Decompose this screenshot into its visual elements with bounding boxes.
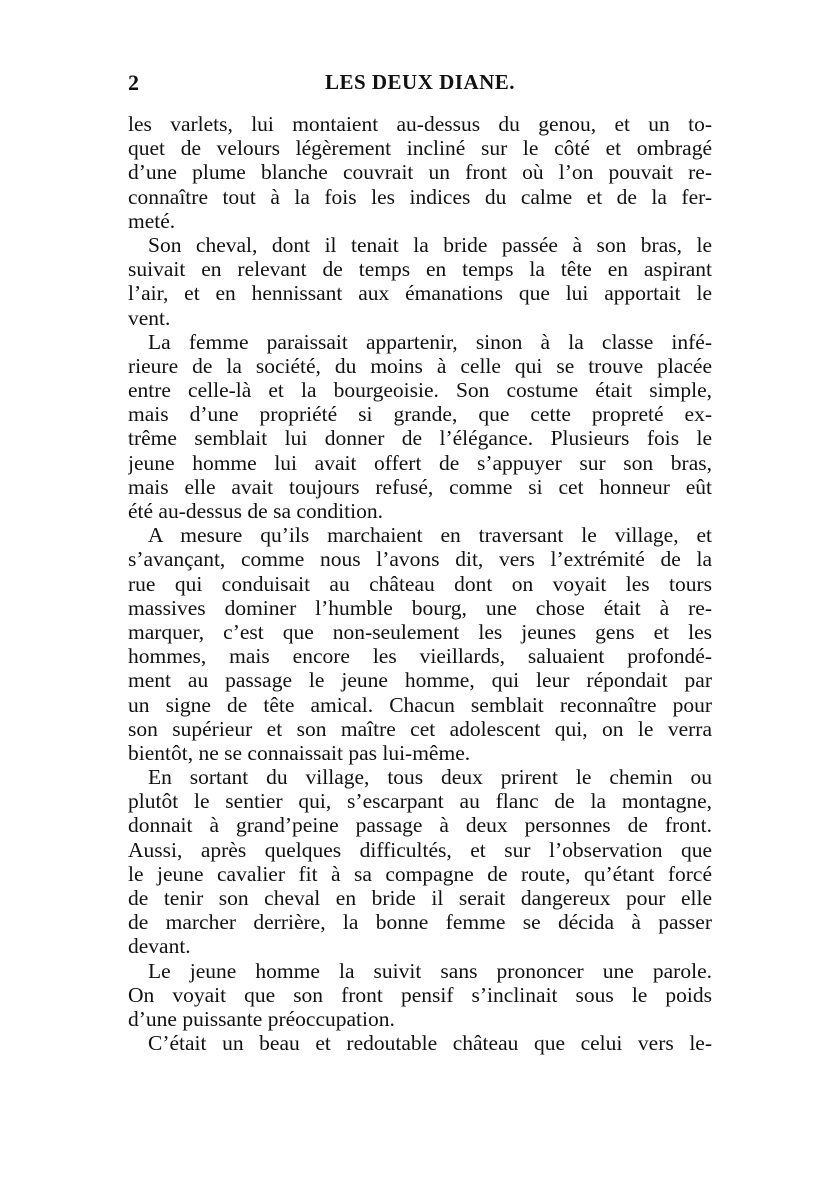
text-line: le jeune cavalier fit à sa compagne de route, qu’étant forcé [128,861,712,886]
text-line: les varlets, lui montaient au-dessus du genou, et un to- [128,112,712,136]
text-line: ment au passage le jeune homme, qui leur répondait par [128,668,712,693]
text-line: La femme paraissait appartenir, sinon à la classe infé- [148,329,712,354]
text-line: jeune homme lui avait offert de s’appuyer sur son bras, [128,450,712,475]
text-line: A mesure qu’ils marchaient en traversant le village, et [148,523,712,548]
body-text [128,112,712,1055]
text-line: rieure de la société, du moins à celle qui se trouve placée [128,353,712,378]
text-line: suivait en relevant de temps en temps la tête en aspirant [128,257,712,282]
text-line: s’avançant, comme nous l’avons dit, vers l’extrémité de la [128,547,712,572]
text-line: été au-dessus de sa condition. [128,499,383,523]
page-header [128,70,712,100]
running-title: LES DEUX DIANE. [324,70,516,94]
text-line: vent. [128,305,171,330]
text-line: massives dominer l’humble bourg, une chose était à re- [128,595,712,620]
text-line: entre celle-là et la bourgeoisie. Son costume était simple, [128,378,712,403]
text-line: C’était un beau et redoutable château que celui vers le- [148,1031,712,1056]
text-line: marquer, c’est que non-seulement les jeunes gens et les [128,619,712,644]
text-line: donnait à grand’peine passage à deux personnes de front. [128,813,712,838]
text-line: d’une puissante préoccupation. [128,1006,395,1031]
text-line: bientôt, ne se connaissait pas lui-même. [128,740,471,765]
text-line: de tenir son cheval en bride il serait dangereux pour elle [128,886,712,910]
text-line: l’air, et en hennissant aux émanations que lui apportait le [128,281,712,306]
text-line: Son cheval, dont il tenait la bride passée à son bras, le [148,232,712,257]
text-line: d’une plume blanche couvrait un front où l’on pouvait re- [128,160,712,185]
text-line: connaître tout à la fois les indices du calme et de la fer- [128,184,712,209]
text-line: Le jeune homme la suivit sans prononcer une parole. [148,958,712,983]
text-line: hommes, mais encore les vieillards, saluaient profondé- [128,644,712,669]
text-line: En sortant du village, tous deux prirent le chemin ou [148,765,712,790]
text-line: mais elle avait toujours refusé, comme si cet honneur eût [128,474,712,499]
text-line: meté. [128,208,176,233]
page-number: 2 [128,70,139,95]
text-line: plutôt le sentier qui, s’escarpant au flanc de la montagne, [128,789,712,814]
text-line: Aussi, après quelques difficultés, et sur l’observation que [128,837,712,862]
text-line: mais d’une propriété si grande, que cette propreté ex- [128,402,712,427]
text-line: On voyait que son front pensif s’inclinait sous le poids [128,982,712,1007]
text-line: son supérieur et son maître cet adolescent qui, on le verra [128,716,712,741]
text-line: quet de velours légèrement incliné sur le côté et ombragé [128,136,712,161]
text-line: un signe de tête amical. Chacun semblait reconnaître pour [128,692,712,717]
text-line: trême semblait lui donner de l’élégance. Plusieurs fois le [128,426,712,451]
text-line: rue qui conduisait au château dont on voyait les tours [128,571,712,596]
text-line: devant. [128,934,191,959]
text-line: de marcher derrière, la bonne femme se décida à passer [128,910,712,935]
